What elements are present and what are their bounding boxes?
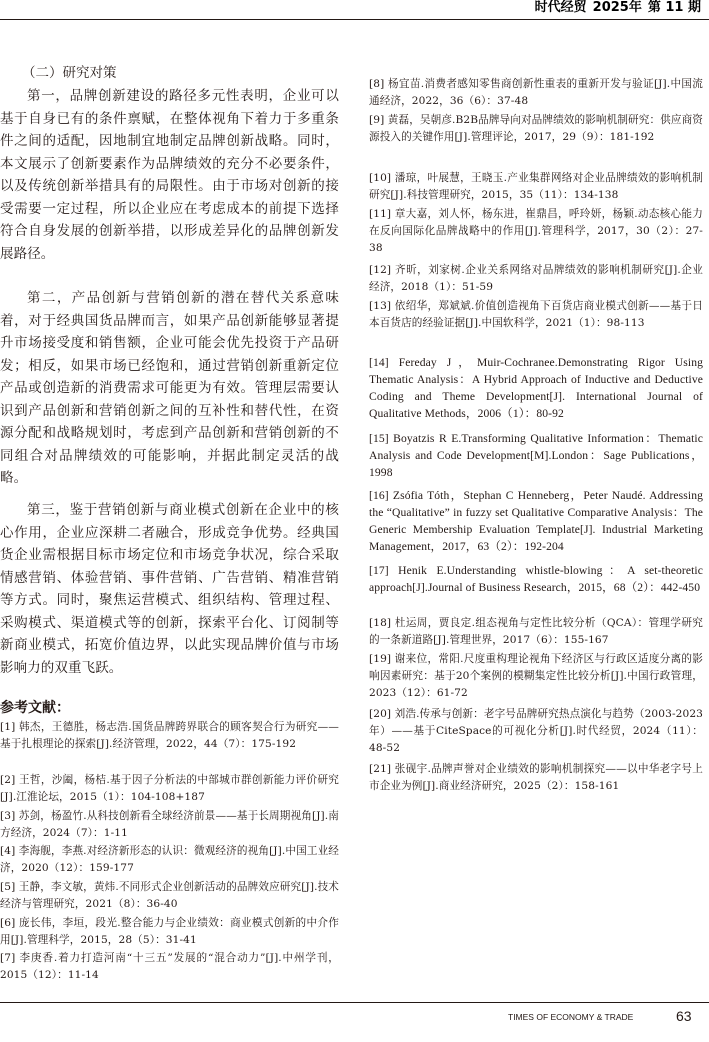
reference-item: [12] 齐昕，刘家树.企业关系网络对品牌绩效的影响机制研究[J].企业经济，2018（1）：51-59	[369, 264, 703, 293]
reference-item: [19] 谢来位，常阳.尺度重构理论视角下经济区与行政区适度分离的影响因素研究：基于20个案例的模糊集定性比较分析[J].中国行政管理，2023（12）：61-72	[369, 653, 703, 699]
page-number: 63	[676, 1008, 692, 1024]
header-issue: 第 11 期	[647, 0, 701, 15]
reference-item: [18] 杜运周，贾良定.组态视角与定性比较分析（QCA）：管理学研究的一条新道路[J].管理世界，2017（6）：155-167	[369, 617, 703, 646]
reference-item: [16] Zsófia Tóth，Stephan C Henneberg，Peter Naudé. Addressing the “Qualitative” in fuzzy set Qualitative Comparative Analysis：The Generic Membership Evaluation Template[J]. Industrial Marketing Management，2017，63（2）：192-204	[369, 489, 703, 553]
paragraph-2: 第二，产品创新与营销创新的潜在替代关系意味着，对于经典国货品牌而言，如果产品创新能够显著提升市场接受度和销售额，企业可能会优先投资于产品研发；相反，如果市场已经饱和，通过营销创新重新定位产品或创造新的消费需求可能更为有效。管理层需要认识到产品创新和营销创新之间的互补性和替代性，在资源分配和战略规划时，考虑到产品创新和营销创新的不同组合对品牌绩效的可能影响，并据此制定灵活的战略。	[0, 290, 339, 486]
reference-item: [4] 李海舰，李燕.对经济新形态的认识：微观经济的视角[J].中国工业经济，2020（12）：159-177	[0, 845, 339, 874]
footer-divider	[0, 1002, 709, 1003]
footer-journal-name: TIMES OF ECONOMY & TRADE	[508, 1012, 634, 1022]
reference-item: [11] 章大嘉，刘人怀，杨东进，崔鼎昌，呼玲妍，杨颖.动态核心能力在反向国际化品牌战略中的作用[J].管理科学，2017，30（2）：27-38	[369, 208, 703, 254]
section-heading: （二）研究对策	[22, 65, 117, 81]
reference-item: [21] 张砚宇.品牌声誉对企业绩效的影响机制探究——以中华老字号上市企业为例[J].商业经济研究，2025（2）：158-161	[369, 763, 703, 792]
header-year: 2025年	[592, 0, 642, 15]
header-divider	[0, 19, 709, 20]
reference-item: [2] 王哲，沙阖，杨桔.基于因子分析法的中部城市群创新能力评价研究[J].江淮论坛，2015（1）：104-108+187	[0, 774, 339, 803]
reference-item: [7] 李庚香.着力打造河南“十三五”发展的“混合动力”[J].中州学刊，2015（12）：11-14	[0, 952, 339, 981]
reference-item: [6] 庞长伟，李垣，段光.整合能力与企业绩效：商业模式创新的中介作用[J].管理科学，2015，28（5）：31-41	[0, 917, 339, 946]
page-header	[0, 0, 709, 16]
paragraph-1: 第一，品牌创新建设的路径多元性表明，企业可以基于自身已有的条件禀赋，在整体视角下着力于多重条件之间的适配，因地制宜地制定品牌创新战略。同时，本文展示了创新要素作为品牌绩效的充分不必要条件，以及传统创新举措具有的局限性。由于市场对创新的接受需要一定过程，所以企业应在考虑成本的前提下选择符合自身发展的创新举措，以形成差异化的品牌创新发展路径。	[0, 88, 339, 262]
reference-item: [10] 潘琼，叶展慧，王晓玉.产业集群网络对企业品牌绩效的影响机制研究[J].科技管理研究，2015，35（11）：134-138	[369, 172, 703, 201]
reference-item: [8] 杨宜苗.消费者感知零售商创新性重表的重新开发与验证[J].中国流通经济，2022，36（6）：37-48	[369, 78, 703, 107]
paragraph-3: 第三，鉴于营销创新与商业模式创新在企业中的核心作用，企业应深耕二者融合，形成竞争优势。经典国货企业需根据目标市场定位和市场竞争状况，综合采取情感营销、体验营销、事件营销、广告营销、精准营销等方式。同时，聚焦运营模式、组织结构、管理过程、采购模式、渠道模式等的创新，探索平台化、订阅制等新商业模式，拓宽价值边界，以此实现品牌价值与市场影响力的双重飞跃。	[0, 502, 339, 676]
header-journal-title: 时代经贸	[534, 0, 587, 15]
reference-item: [17] Henik E.Understanding whistle-blowing：A set-theoretic approach[J].Journal of Business Research，2015，68（2）：442-450	[369, 564, 703, 594]
reference-item: [3] 苏剑，杨盈竹.从科技创新看全球经济前景——基于长周期视角[J].南方经济，2024（7）：1-11	[0, 810, 339, 839]
reference-item: [13] 依绍华，郑斌斌.价值创造视角下百货店商业模式创新——基于日本百货店的经验证据[J].中国软科学，2021（1）：98-113	[369, 300, 703, 329]
reference-item: [20] 刘浩.传承与创新：老字号品牌研究热点演化与趋势（2003-2023年）——基于CiteSpace的可视化分析[J].时代经贸，2024（11）：48-52	[369, 708, 703, 754]
references-title: 参考文献：	[0, 700, 70, 716]
reference-item: [9] 黄磊，吴朝彦.B2B品牌导向对品牌绩效的影响机制研究：供应商资源投入的关键作用[J].管理评论，2017，29（9）：181-192	[369, 114, 703, 143]
reference-item: [1] 韩杰，王德胜，杨志浩.国货品牌跨界联合的顾客契合行为研究——基于扎根理论的探索[J].经济管理，2022，44（7）：175-192	[0, 721, 339, 750]
reference-item: [5] 王静，李文敏，黄炜.不同形式企业创新活动的品牌效应研究[J].技术经济与管理研究，2021（8）：36-40	[0, 881, 339, 910]
reference-item: [15] Boyatzis R E.Transforming Qualitative Information：Thematic Analysis and Code Development[M].London：Sage Publications，1998	[369, 432, 703, 479]
header-text	[529, 0, 701, 16]
reference-item: [14] Fereday J，Muir-Cochranee.Demonstrating Rigor Using Thematic Analysis：A Hybrid Approach of Inductive and Deductive Coding and Theme Development[J]. International Journal of Qualitative Methods，2006（1）：80-92	[369, 356, 703, 420]
